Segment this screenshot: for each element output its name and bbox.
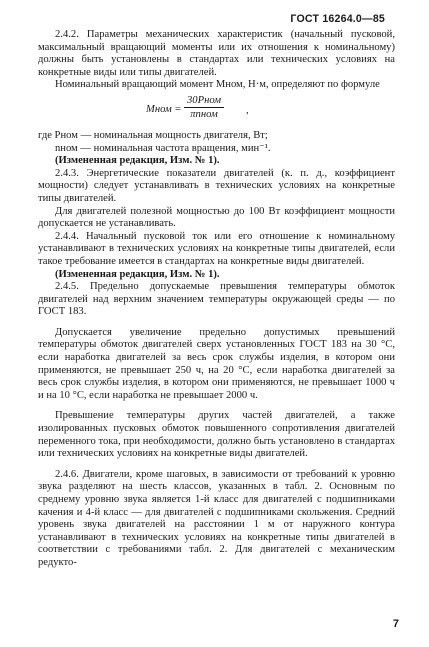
paragraph-power-factor: Для двигателей полезной мощностью до 100 Вт коэффициент мощности допускается не устанавливать. bbox=[38, 205, 395, 230]
paragraph-2-4-6: 2.4.6. Двигатели, кроме шаговых, в зависимости от требований к уровню звука разделяют на шесть классов, указанных в табл. 2. Основным по среднему уровню звука является 1-й класс для двигателей с подшипниками качения и 4-й класс — для двигателей с подшипниками скольжения. Средний уровень звука двигателей на расстоянии 1 м от наружного контура устанавливают в технических условиях на конкретные типы двигателей в соответствии с требованиями табл. 2. Для двигателей с механическим редукто- bbox=[38, 468, 395, 568]
paragraph-temperature-increase: Допускается увеличение предельно допустимых превышений температуры обмоток двигателей сверх установленных ГОСТ 183 на 30 °С, если наработка двигателей за весь срок службы изделия, в котором они применяются, не превышает 250 ч, на 20 °С, если наработка двигателей за весь срок службы изделия, в котором они применяются, не превышает 1000 ч и на 10 °С, если наработка не превышает 2000 ч. bbox=[38, 326, 395, 401]
paragraph-nominal-torque: Номинальный вращающий момент Mном, Н·м, определяют по формуле bbox=[55, 79, 380, 91]
paragraph-2-4-5: 2.4.5. Предельно допускаемые превышения температуры обмоток двигателей над верхним значением температуры окружающей среды — по ГОСТ 183. bbox=[38, 281, 395, 318]
page-number: 7 bbox=[392, 618, 399, 630]
paragraph-2-4-3: 2.4.3. Энергетические показатели двигателей (к. п. д., коэффициент мощности) следует устанавливать в технических условиях на конкретные типы двигателей. bbox=[38, 167, 395, 204]
amendment-note-2: (Измененная редакция, Изм. № 1). bbox=[55, 268, 220, 280]
paragraph-other-parts: Превышение температуры других частей двигателей, а также изолированных пусковых обмоток повышенного сопротивления двигателей переменного тока, при необходимости, должно быть установлено в стандартах или технических условиях на конкретные виды двигателей. bbox=[38, 410, 395, 460]
formula-numerator: 30Pном bbox=[184, 95, 224, 108]
paragraph-2-4-4: 2.4.4. Начальный пусковой ток или его отношение к номинальному устанавливают в технических условиях на конкретные типы двигателей, если такое требование имеется в стандартах на конкретные виды двигателей. bbox=[38, 230, 395, 267]
formula-lhs: Mном = bbox=[146, 103, 182, 115]
formula-fraction bbox=[184, 95, 224, 120]
formula-legend-power: где Pном — номинальная мощность двигателя, Вт; bbox=[38, 129, 268, 141]
formula-legend-speed: nном — номинальная частота вращения, мин⁻¹. bbox=[55, 142, 271, 154]
torque-formula bbox=[38, 94, 395, 130]
amendment-note-1: (Измененная редакция, Изм. № 1). bbox=[55, 155, 220, 167]
formula-comma: , bbox=[246, 104, 249, 116]
document-body bbox=[38, 29, 395, 570]
paragraph-2-4-2: 2.4.2. Параметры механических характеристик (начальный пусковой, максимальный вращающий моменты или их отношения к номинальному) должны быть установлены в стандартах или технических условиях на конкретные виды или типы двигателей. bbox=[38, 29, 395, 78]
formula-denominator: πnном bbox=[190, 108, 218, 120]
document-header: ГОСТ 16264.0—85 bbox=[290, 13, 385, 25]
